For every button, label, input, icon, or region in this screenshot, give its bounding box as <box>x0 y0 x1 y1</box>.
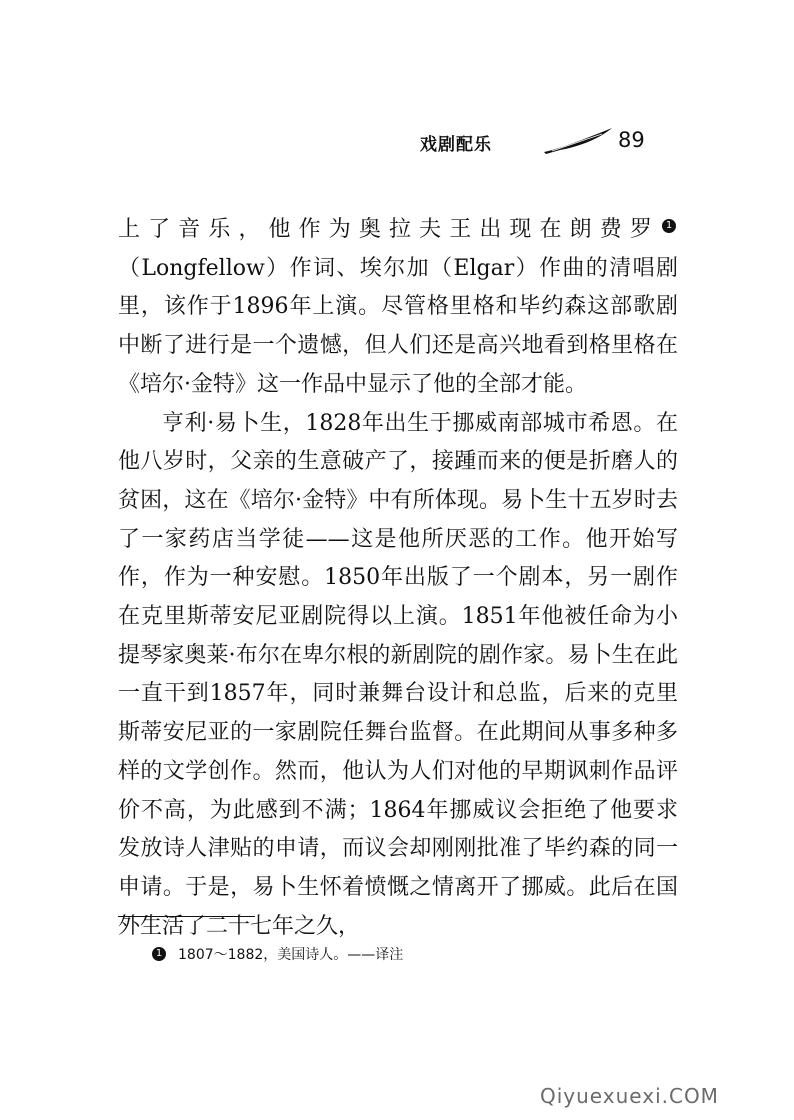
footnote-divider <box>118 916 255 917</box>
footnote-marker[interactable]: 1 <box>662 219 676 233</box>
page-number: 89 <box>618 128 645 152</box>
paragraph-1-part-a: 上了音乐，他作为奥拉夫王出现在朗费罗 <box>118 217 660 242</box>
running-header <box>420 126 680 158</box>
footnote <box>152 944 403 964</box>
watermark: Qiyuexuexi.COM <box>540 1084 719 1108</box>
body-text <box>118 211 678 946</box>
running-header-title: 戏剧配乐 <box>420 135 492 155</box>
footnote-number: 1 <box>152 947 166 961</box>
paragraph-2: 亨利·易卜生，1828年出生于挪威南部城市希恩。在他八岁时，父亲的生意破产了，接踵而来的便是折磨人的贫困，这在《培尔·金特》中有所体现。易卜生十五岁时去了一家药店当学徒——这是他所厌恶的工作。他开始写作，作为一种安慰。1850年出版了一个剧本，另一剧作在克里斯蒂安尼亚剧院得以上演。1851年他被任命为小提琴家奥莱·布尔在卑尔根的新剧院的剧作家。易卜生在此一直干到1857年，同时兼舞台设计和总监，后来的克里斯蒂安尼亚的一家剧院任舞台监督。在此期间从事多种多样的文学创作。然而，他认为人们对他的早期讽刺作品评价不高，为此感到不满；1864年挪威议会拒绝了他要求发放诗人津贴的申请，而议会却刚刚批准了毕约森的同一申请。于是，易卜生怀着愤慨之情离开了挪威。此后在国外生活了二十七年之久， <box>118 410 678 939</box>
footnote-text: 1807～1882，美国诗人。——译注 <box>178 947 404 963</box>
paragraph-1 <box>118 211 678 405</box>
paragraph-1-part-b: （Longfellow）作词、埃尔加（Elgar）作曲的清唱剧里，该作于1896年上演。尽管格里格和毕约森这部歌剧中断了进行是一个遗憾，但人们还是高兴地看到格里格在《培尔·金特》这一作品中显示了他的全部才能。 <box>118 255 678 397</box>
feather-pen-icon <box>542 126 616 156</box>
